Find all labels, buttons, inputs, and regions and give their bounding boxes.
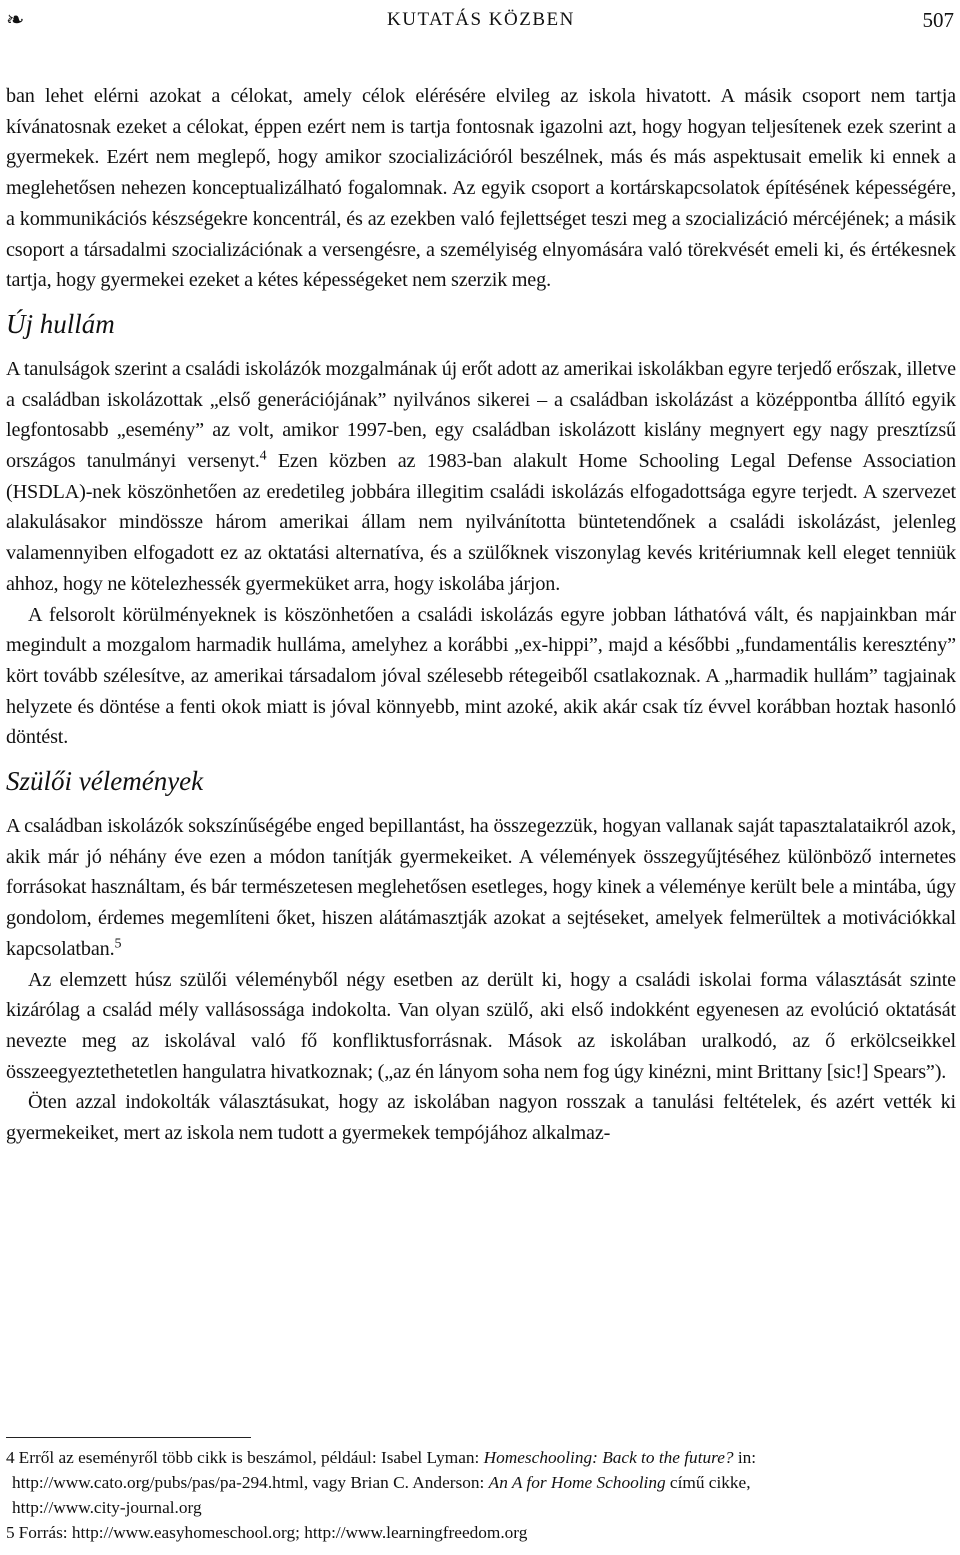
section-heading-uj-hullam: Új hullám xyxy=(6,308,115,339)
fleuron-icon: ❧ xyxy=(6,7,25,32)
footnote-reference-4: 4 xyxy=(259,448,267,464)
page-body xyxy=(6,81,956,1149)
footnote-title: An A for Home Schooling xyxy=(488,1473,666,1492)
footnote-title: Homeschooling: Back to the future? xyxy=(483,1448,734,1467)
footnote-text: Forrás: http://www.easyhomeschool.org; http://www.learningfreedom.org xyxy=(18,1523,528,1542)
page-number: 507 xyxy=(922,8,954,32)
footnote-text: című cikke, xyxy=(665,1473,751,1492)
footnote-number: 5 xyxy=(6,1523,15,1542)
paragraph-uj-hullam-2: A felsorolt körülményeknek is köszönhetően a családi iskolázás egyre jobban láthatóvá vált, és napjainkban már megindult a mozgalom harmadik hulláma, amelyhez a korábbi „ex-hippi”, majd a későbbi „fundamentális keresztény” kört tovább szélesítve, az amerikai társadalom jóval szélesebb rétegeiből csatlakoznak. A „harmadik hullám” tagjainak helyzete és döntése a fenti okok miatt is jóval könnyebb, mint azoké, akik akár csak tíz évvel korábban hoztak hasonló döntést. xyxy=(6,603,956,749)
page-header xyxy=(6,5,956,35)
footnotes xyxy=(6,1437,956,1545)
paragraph-szuloi-2: Az elemzett húsz szülői véleményből négy esetben az derült ki, hogy a családi iskolai forma választását szinte kizárólag a család mély vallásossága indokolta. Van olyan szülő, aki első indokként egyenesen az evolúció oktatását nevezte meg az iskolával való fő konfliktusforrásnak. Mások az iskolában uralkodó, az ő erkölcseikkel összeegyeztethetetlen hangulatra hivatkoznak; („az én lányom soha nem fog úgy kinézni, mint Brittany [sic!] Spears”). xyxy=(6,968,956,1083)
paragraph-uj-hullam-1 xyxy=(6,354,956,600)
running-title: KUTATÁS KÖZBEN xyxy=(387,9,575,30)
footnote-text: in: xyxy=(733,1448,757,1467)
footnote-5 xyxy=(6,1520,956,1545)
footnote-link[interactable]: http://www.cato.org/pubs/pas/pa-294.html, vagy Brian C. Anderson: xyxy=(12,1473,489,1492)
footnote-divider xyxy=(6,1437,251,1438)
footnote-reference-5: 5 xyxy=(114,936,122,952)
paragraph-szuloi-3: Öten azzal indokolták választásukat, hogy az iskolában nagyon rosszak a tanulási feltételek, és azért vették ki gyermekeiket, mert az iskola nem tudott a gyermekek tempójához alkalmaz- xyxy=(6,1091,956,1145)
section-heading-szuloi-velemenyek: Szülői vélemények xyxy=(6,766,204,797)
paragraph-text: A családban iskolázók sokszínűségébe enged bepillantást, ha összegezzük, hogyan vallanak saját tapasztalataikról azok, akik már jó néhány éve ezen a módon tanítják gyermekeiket. A vélemények összegyűjtéséhez különböző internetes forrásokat használtam, és bár természetesen meglehetősen esetleges, hogy kinek a véleménye került bele a mintába, úgy gondolom, érdemes megemlíteni őket, hiszen alátámasztják azokat a sejtéseket, amelyek felmerültek a motivációkkal kapcsolatban. xyxy=(6,815,956,960)
paragraph-szuloi-1 xyxy=(6,811,956,965)
paragraph-intro: ban lehet elérni azokat a célokat, amely célok elérésére elvileg az iskola hivatott. A másik csoport nem tartja kívánatosnak ezeket a célokat, éppen ezért nem is tartja fontosnak igazolni azt, hogy hogyan teljesítenek ezek szerint a gyermekek. Ezért nem meglepő, hogy amikor szocializációról beszélnek, más és más aspektusait emelik ki ennek a meglehetősen nehezen konceptualizálható fogalomnak. Az egyik csoport a kortárskapcsolatok építésének képességére, a kommunikációs készségekre koncentrál, és az ezekben való fejlettséget teszi meg a szocializáció mércéjének; a másik csoport a társadalmi szocializációnak a versengésre, a személyiség elnyomására való törekvését emeli ki, és értékesnek tartja, hogy gyermekei ezeket a kétes képességeket nem szerzik meg. xyxy=(6,85,956,292)
footnote-number: 4 xyxy=(6,1448,15,1467)
footnote-4 xyxy=(6,1445,956,1520)
paragraph-text: Ezen közben az 1983-ban alakult Home Schooling Legal Defense Association (HSDLA)-nek köszönhetően az eredetileg jobbára illegitim családi iskolázás elfogadottsága egyre terjedt. A szervezet alakulásakor mindössze három amerikai állam nem nyilvánította büntetendőnek a családi iskolázást, jelenleg valamennyiben elfogadott ez az oktatási alternatíva, és a szülőknek viszonylag kevés kritériumnak kell eleget tenniük ahhoz, hogy ne kötelezhessék gyermeküket arra, hogy iskolába járjon. xyxy=(6,450,957,595)
footnote-link[interactable]: http://www.city-journal.org xyxy=(12,1498,202,1517)
footnote-text: Erről az eseményről több cikk is beszámol, például: Isabel Lyman: xyxy=(18,1448,484,1467)
paragraph-text: A tanulságok szerint a családi iskolázók mozgalmának új erőt adott az amerikai iskolákban egyre terjedő erőszak, illetve a családban iskolázottak „első generációjának” nyilvános sikerei – a családban iskolázást a középpontba állító egyik legfontosabb „esemény” az volt, amikor 1997-ben, egy családban iskolázott kislány megnyert egy nagy presztízsű országos tanulmányi versenyt. xyxy=(6,357,956,473)
